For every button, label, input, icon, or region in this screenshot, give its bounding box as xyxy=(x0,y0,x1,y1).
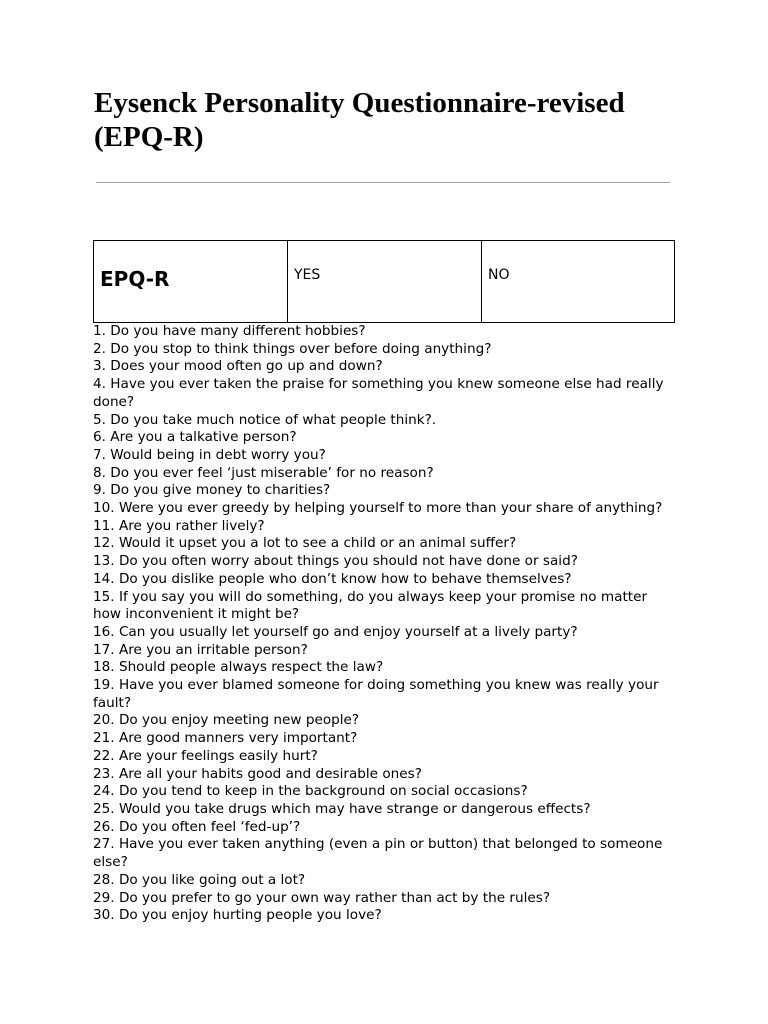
question-item: 30. Do you enjoy hurting people you love? xyxy=(93,907,382,924)
no-column-cell xyxy=(482,241,675,323)
title-divider xyxy=(96,182,670,183)
question-item: 10. Were you ever greedy by helping yourself to more than your share of anything? xyxy=(93,500,663,517)
question-item: 4. Have you ever taken the praise for something you knew someone else had really done? xyxy=(93,376,664,410)
question-item: 3. Does your mood often go up and down? xyxy=(93,358,383,375)
question-item: 11. Are you rather lively? xyxy=(93,517,265,534)
question-item: 27. Have you ever taken anything (even a pin or button) that belonged to someone else? xyxy=(93,836,663,871)
question-item: 18. Should people always respect the law? xyxy=(93,659,384,676)
question-item: 29. Do you prefer to go your own way rather than act by the rules? xyxy=(93,889,551,906)
question-item: 14. Do you dislike people who don’t know how to behave themselves? xyxy=(93,570,572,587)
question-list xyxy=(93,323,673,925)
question-item: 12. Would it upset you a lot to see a child or an animal suffer? xyxy=(93,535,517,552)
question-item: 15. If you say you will do something, do you always keep your promise no matter how inconvenient it might be? xyxy=(93,588,648,623)
question-item: 19. Have you ever blamed someone for doing something you knew was really your fault? xyxy=(93,677,659,711)
question-item: 20. Do you enjoy meeting new people? xyxy=(93,712,360,729)
question-item: 23. Are all your habits good and desirable ones? xyxy=(93,765,422,782)
question-item: 16. Can you usually let yourself go and enjoy yourself at a lively party? xyxy=(93,623,578,640)
question-item: 7. Would being in debt worry you? xyxy=(93,446,326,463)
yes-column-label: YES xyxy=(294,267,321,283)
yes-column-cell xyxy=(288,241,482,323)
question-item: 13. Do you often worry about things you should not have done or said? xyxy=(93,553,578,570)
question-item: 8. Do you ever feel ‘just miserable’ for no reason? xyxy=(93,464,434,481)
question-item: 28. Do you like going out a lot? xyxy=(93,871,306,888)
table-title-cell xyxy=(94,241,288,323)
question-item: 24. Do you tend to keep in the background on social occasions? xyxy=(93,783,528,800)
answer-header-row xyxy=(94,241,675,323)
no-column-label: NO xyxy=(488,267,510,283)
answer-header-table xyxy=(93,240,675,323)
question-item: 9. Do you give money to charities? xyxy=(93,482,331,499)
question-item: 21. Are good manners very important? xyxy=(93,730,358,747)
question-item: 26. Do you often feel ‘fed-up’? xyxy=(93,818,301,835)
question-item: 5. Do you take much notice of what people think?. xyxy=(93,411,437,428)
page-title: Eysenck Personality Questionnaire-revised (EPQ-R) xyxy=(94,87,625,153)
question-item: 22. Are your feelings easily hurt? xyxy=(93,747,318,764)
table-title: EPQ-R xyxy=(100,267,170,291)
question-item: 1. Do you have many different hobbies? xyxy=(93,323,366,339)
question-item: 25. Would you take drugs which may have strange or dangerous effects? xyxy=(93,800,591,817)
question-item: 6. Are you a talkative person? xyxy=(93,429,297,446)
question-item: 17. Are you an irritable person? xyxy=(93,641,308,658)
question-item: 2. Do you stop to think things over before doing anything? xyxy=(93,340,492,357)
